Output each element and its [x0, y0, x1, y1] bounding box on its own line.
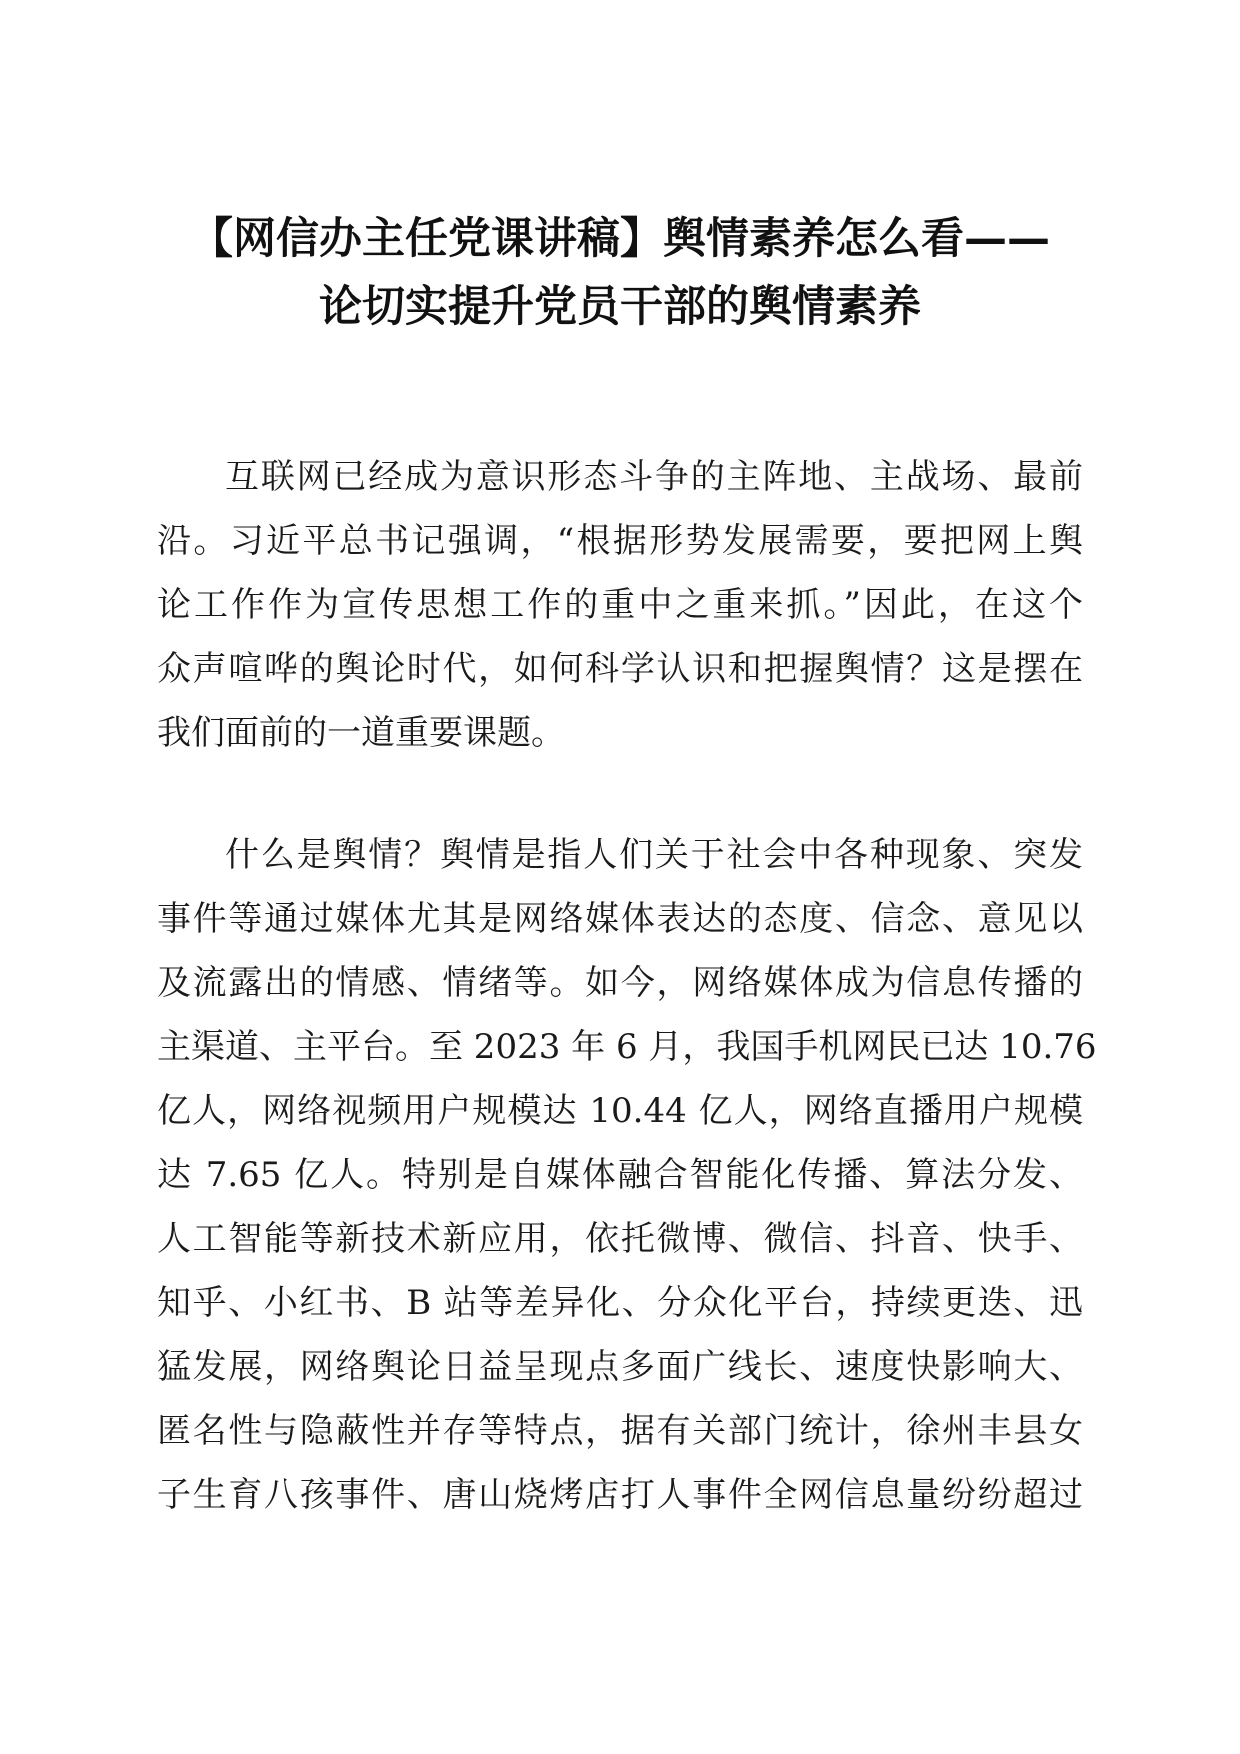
paragraph-line: 匿名性与隐蔽性并存等特点，据有关部门统计，徐州丰县女	[157, 1411, 1083, 1451]
paragraph-line: 我们面前的一道重要课题。	[157, 713, 565, 753]
paragraph-line: 亿人，网络视频用户规模达 10.44 亿人，网络直播用户规模	[157, 1091, 1083, 1131]
paragraph-line: 达 7.65 亿人。特别是自媒体融合智能化传播、算法分发、	[157, 1155, 1083, 1195]
paragraph-1	[157, 445, 1083, 765]
paragraph-line: 事件等通过媒体尤其是网络媒体表达的态度、信念、意见以	[157, 899, 1083, 939]
paragraph-line: 猛发展，网络舆论日益呈现点多面广线长、速度快影响大、	[157, 1347, 1083, 1387]
paragraph-line: 互联网已经成为意识形态斗争的主阵地、主战场、最前	[225, 457, 1083, 497]
document-title	[150, 205, 1090, 341]
title-line: 论切实提升党员干部的舆情素养	[319, 282, 921, 332]
paragraph-2	[157, 823, 1097, 1527]
paragraph-line: 及流露出的情感、情绪等。如今，网络媒体成为信息传播的	[157, 963, 1083, 1003]
paragraph-line: 人工智能等新技术新应用，依托微博、微信、抖音、快手、	[157, 1219, 1083, 1259]
paragraph-line: 众声喧哗的舆论时代，如何科学认识和把握舆情？这是摆在	[157, 649, 1083, 689]
paragraph-line: 什么是舆情？舆情是指人们关于社会中各种现象、突发	[225, 835, 1083, 875]
paragraph-line: 知乎、小红书、B 站等差异化、分众化平台，持续更迭、迅	[157, 1283, 1083, 1323]
paragraph-line: 主渠道、主平台。至 2023 年 6 月，我国手机网民已达 10.76	[157, 1027, 1097, 1067]
paragraph-line: 论工作作为宣传思想工作的重中之重来抓。”因此，在这个	[157, 585, 1083, 625]
title-line: 【网信办主任党课讲稿】舆情素养怎么看——	[190, 214, 1050, 264]
paragraph-line: 子生育八孩事件、唐山烧烤店打人事件全网信息量纷纷超过	[157, 1475, 1083, 1515]
paragraph-line: 沿。习近平总书记强调，“根据形势发展需要，要把网上舆	[157, 521, 1083, 561]
